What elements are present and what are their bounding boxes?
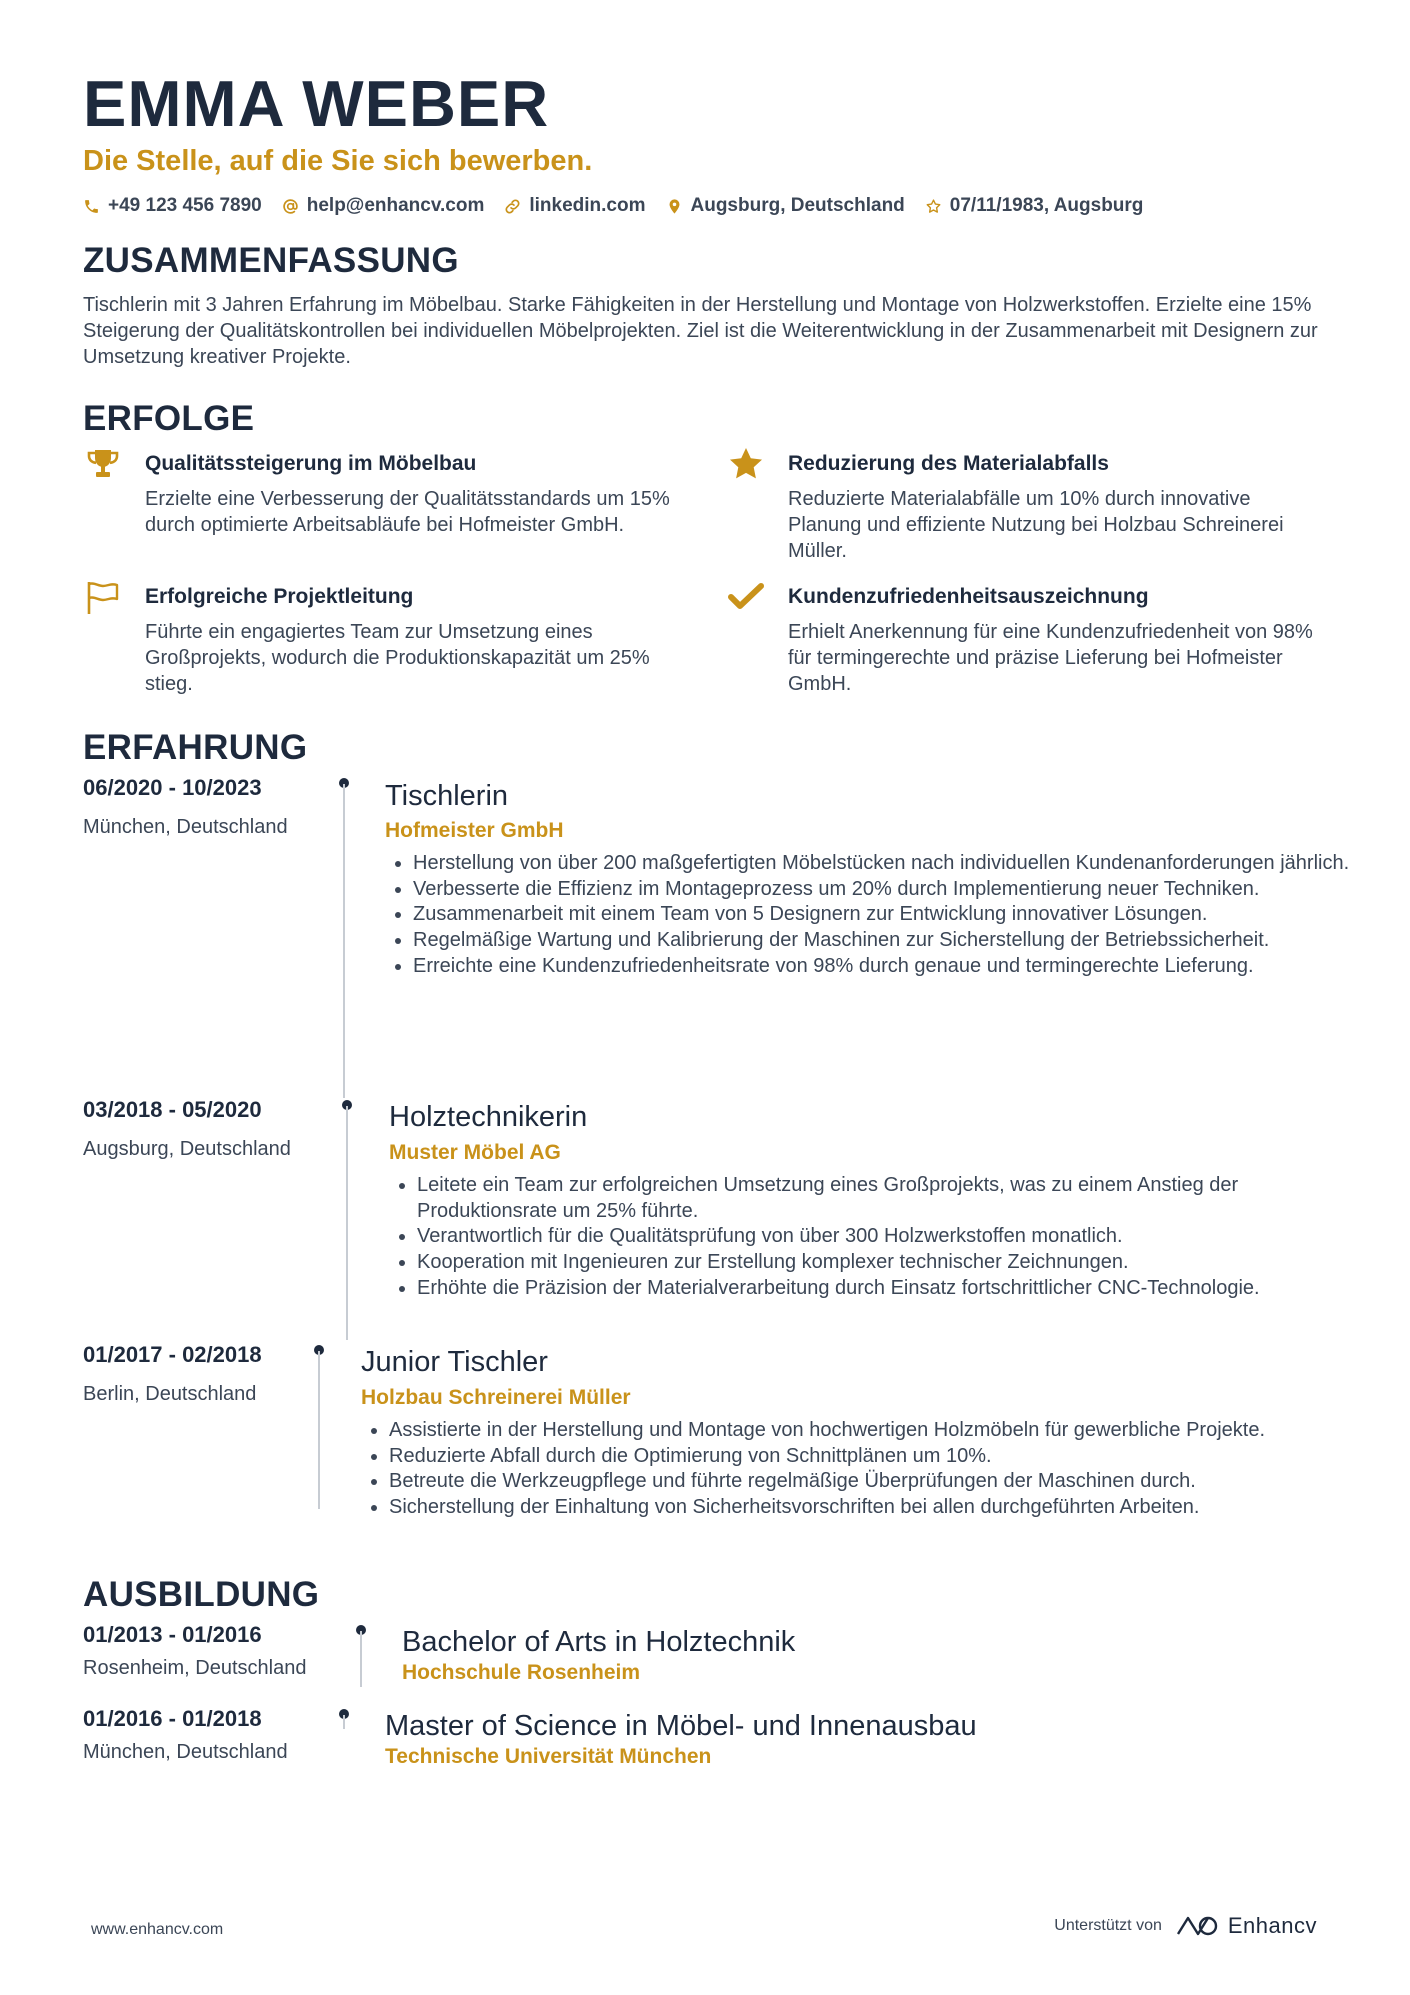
star-icon bbox=[728, 446, 764, 482]
achievement-title: Qualitätssteigerung im Möbelbau bbox=[145, 452, 477, 475]
job-bullet: • Betreute die Werkzeugpflege und führte regelmäßige Überprüfungen der Maschinen durch. bbox=[389, 1469, 1349, 1495]
edu-date: 01/2016 - 01/2018 bbox=[83, 1706, 262, 1731]
job-company: Holzbau Schreinerei Müller bbox=[361, 1386, 631, 1409]
job-company: Hofmeister GmbH bbox=[385, 819, 564, 842]
job-role: Junior Tischler bbox=[361, 1346, 548, 1378]
job-date: 06/2020 - 10/2023 bbox=[83, 775, 262, 800]
job-bullet: • Leitete ein Team zur erfolgreichen Umsetzung eines Großprojekts, was zu einem Anstieg der Produktionsrate um 25% führte. bbox=[417, 1173, 1357, 1224]
job-bullets bbox=[361, 1418, 1349, 1521]
job-location: Augsburg, Deutschland bbox=[83, 1138, 291, 1160]
footer-branding bbox=[1054, 1912, 1317, 1940]
edu-degree: Bachelor of Arts in Holztechnik bbox=[402, 1626, 796, 1658]
job-date: 03/2018 - 05/2020 bbox=[83, 1097, 262, 1122]
job-bullet: • Herstellung von über 200 maßgefertigten Möbelstücken nach individuellen Kundenanforderungen jährlich. bbox=[413, 851, 1353, 877]
powered-by-text: Unterstützt von bbox=[1054, 1917, 1162, 1934]
linkedin-text: linkedin.com bbox=[529, 195, 646, 216]
edu-date: 01/2013 - 01/2016 bbox=[83, 1622, 262, 1647]
contact-phone[interactable] bbox=[83, 193, 262, 219]
achievements-heading: ERFOLGE bbox=[83, 399, 255, 438]
contact-location bbox=[666, 193, 905, 219]
contact-linkedin[interactable] bbox=[504, 193, 645, 219]
footer-website[interactable]: www.enhancv.com bbox=[91, 1921, 224, 1938]
at-icon bbox=[282, 198, 299, 215]
job-role: Holztechnikerin bbox=[389, 1101, 588, 1133]
job-bullet: • Verbesserte die Effizienz im Montageprozess um 20% durch Implementierung neuer Techniken. bbox=[413, 877, 1353, 903]
checkmark-icon bbox=[728, 579, 764, 615]
achievement-desc: Führte ein engagiertes Team zur Umsetzung eines Großprojekts, wodurch die Produktionskapazität um 25% stieg. bbox=[145, 621, 650, 695]
achievement-title: Reduzierung des Materialabfalls bbox=[788, 452, 1109, 475]
edu-school: Technische Universität München bbox=[385, 1745, 712, 1768]
job-date: 01/2017 - 02/2018 bbox=[83, 1342, 262, 1367]
job-bullet: • Kooperation mit Ingenieuren zur Erstellung komplexer technischer Zeichnungen. bbox=[417, 1250, 1357, 1276]
timeline-line bbox=[360, 1631, 362, 1687]
edu-location: München, Deutschland bbox=[83, 1741, 288, 1763]
job-bullets bbox=[385, 851, 1353, 980]
brand-name: Enhancv bbox=[1227, 1913, 1317, 1938]
job-bullet: • Sicherstellung der Einhaltung von Sicherheitsvorschriften bei allen durchgeführten Arbeiten. bbox=[389, 1495, 1349, 1521]
contact-birth bbox=[925, 193, 1144, 219]
trophy-icon bbox=[85, 446, 121, 482]
job-location: Berlin, Deutschland bbox=[83, 1383, 257, 1405]
edu-school: Hochschule Rosenheim bbox=[402, 1661, 641, 1684]
location-pin-icon bbox=[666, 198, 683, 215]
achievement-desc: Erzielte eine Verbesserung der Qualitätsstandards um 15% durch optimierte Arbeitsabläufe bei Hofmeister GmbH. bbox=[145, 488, 670, 536]
job-bullet: • Erhöhte die Präzision der Materialverarbeitung durch Einsatz fortschrittlicher CNC-Technologie. bbox=[417, 1276, 1357, 1302]
star-outline-icon bbox=[925, 198, 942, 215]
timeline-line bbox=[343, 784, 345, 1098]
enhancv-logo-icon bbox=[1174, 1912, 1222, 1940]
flag-icon bbox=[85, 579, 121, 615]
email-text: help@enhancv.com bbox=[306, 195, 485, 216]
contact-email[interactable] bbox=[282, 193, 485, 219]
edu-location: Rosenheim, Deutschland bbox=[83, 1657, 307, 1679]
education-heading: AUSBILDUNG bbox=[83, 1575, 320, 1614]
achievement-title: Kundenzufriedenheitsauszeichnung bbox=[788, 585, 1149, 608]
job-bullet: • Reduzierte Abfall durch die Optimierung von Schnittplänen um 10%. bbox=[389, 1444, 1349, 1470]
contact-bar bbox=[83, 193, 1163, 219]
timeline-line bbox=[346, 1106, 348, 1340]
edu-degree: Master of Science in Möbel- und Innenausbau bbox=[385, 1710, 977, 1742]
job-location: München, Deutschland bbox=[83, 816, 288, 838]
experience-heading: ERFAHRUNG bbox=[83, 728, 308, 767]
job-company: Muster Möbel AG bbox=[389, 1141, 561, 1164]
location-text: Augsburg, Deutschland bbox=[690, 195, 905, 216]
achievement-desc: Erhielt Anerkennung für eine Kundenzufriedenheit von 98% für termingerechte und präzise Lieferung bei Hofmeister GmbH. bbox=[788, 621, 1313, 695]
timeline-line bbox=[318, 1351, 320, 1509]
job-bullet: • Zusammenarbeit mit einem Team von 5 Designern zur Entwicklung innovativer Lösungen. bbox=[413, 902, 1353, 928]
phone-icon bbox=[83, 198, 100, 215]
job-tagline: Die Stelle, auf die Sie sich bewerben. bbox=[83, 145, 593, 177]
job-bullet: • Regelmäßige Wartung und Kalibrierung der Maschinen zur Sicherstellung der Betriebssicherheit. bbox=[413, 928, 1353, 954]
candidate-name: EMMA WEBER bbox=[83, 67, 550, 140]
job-role: Tischlerin bbox=[385, 780, 509, 812]
job-bullet: • Verantwortlich für die Qualitätsprüfung von über 300 Holzwerkstoffen monatlich. bbox=[417, 1224, 1357, 1250]
timeline-line bbox=[343, 1715, 345, 1729]
phone-text: +49 123 456 7890 bbox=[108, 195, 262, 216]
job-bullets bbox=[389, 1173, 1357, 1302]
link-icon bbox=[504, 198, 521, 215]
job-bullet: • Erreichte eine Kundenzufriedenheitsrate von 98% durch genaue und termingerechte Lieferung. bbox=[413, 954, 1353, 980]
achievement-desc: Reduzierte Materialabfälle um 10% durch innovative Planung und effiziente Nutzung bei Holzbau Schreinerei Müller. bbox=[788, 488, 1284, 562]
achievement-title: Erfolgreiche Projektleitung bbox=[145, 585, 414, 608]
birth-text: 07/11/1983, Augsburg bbox=[949, 195, 1144, 216]
job-bullet: • Assistierte in der Herstellung und Montage von hochwertigen Holzmöbeln für gewerbliche Projekte. bbox=[389, 1418, 1349, 1444]
summary-heading: ZUSAMMENFASSUNG bbox=[83, 241, 459, 280]
summary-text: Tischlerin mit 3 Jahren Erfahrung im Möbelbau. Starke Fähigkeiten in der Herstellung und Montage von Holzwerkstoffen. Erzielte eine 15% Steigerung der Qualitätskontrollen bei individuellen Möbelprojekten. Ziel ist die Weiterentwicklung in der Zusammenarbeit mit Designern zur Umsetzung kreativer Projekte. bbox=[83, 294, 1318, 368]
